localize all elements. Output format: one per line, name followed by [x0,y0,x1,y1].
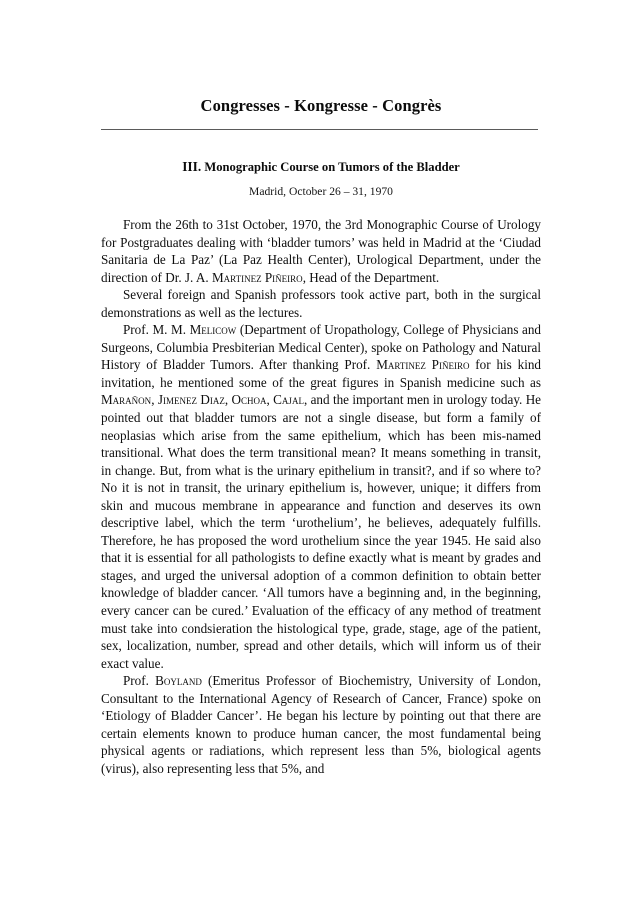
paragraph-4: Prof. Boyland (Emeritus Professor of Biochemistry, University of London, Consultant to the International Agency of Research of Cancer, France) spoke on ‘Etiology of Bladder Cancer’. He began his lecture by pointing out that there are certain elements known to produce human cancer, the most fundamental being physical agents or radiations, which represent less than 5%, biological agents (virus), also representing less that 5%, and [101,673,542,776]
running-head: Congresses - Kongresse - Congrès [200,96,442,115]
proper-name: Jimenez Diaz [157,392,225,408]
section-title-text: Monographic Course on Tumors of the Bladder [204,160,460,174]
section-subtitle: Madrid, October 26 – 31, 1970 [249,185,393,198]
proper-name: Ochoa [231,392,267,408]
section-title [101,159,541,175]
page-content-column [101,0,541,778]
proper-name: Marañon [101,392,152,408]
paragraph-1: From the 26th to 31st October, 1970, the 3rd Monographic Course of Urology for Postgraduates dealing with ‘bladder tumors’ was held in Madrid at the ‘Ciudad Sanitaria de La Paz’ (La Paz Health Center), Urological Department, under the direction of Dr. J. A. Martinez Piñeiro, Head of the Department. [101,217,541,285]
section-number: III. [182,159,202,174]
proper-name: Martinez Piñeiro [376,357,470,373]
article-body [101,216,541,778]
paragraph-3: Prof. M. M. Melicow (Department of Uropathology, College of Physicians and Surgeons, Columbia Presbiterian Medical Center), spoke on Pathology and Natural History of Bladder Tumors. After thanking Prof. Martinez Piñeiro for his kind invitation, he mentioned some of the great figures in Spanish medicine such as Marañon, Jimenez Diaz, Ochoa, Cajal, and the important men in urology today. He pointed out that bladder tumors are not a single disease, but form a family of neoplasias which arise from the same epithelium, which has been mis-named transitional. What does the term transitional mean? It means something in transit, in change. But, from what is the urinary epithelium in transit?, and if so where to? No it is not in transit, the urinary epithelium is, however, unique; it differs from skin and mucous membrane in appearance and function and deserves its own descriptive label, which the term ‘urothelium’, he believes, adequately fulfills. Therefore, he has proposed the word urothelium since the year 1945. He said also that it is essential for all pathologists to define exactly what is meant by grades and stages, and urged the universal adoption of a common definition to obtain better knowledge of bladder cancer. ‘All tumors have a beginning and, in the beginning, every cancer can be cured.’ Evaluation of the efficacy of any method of treatment must take into condsieration the histological type, grade, stage, age of the patient, sex, localization, number, spread and other details, which will inform us of their exact value. [101,322,542,671]
paragraph-2: Several foreign and Spanish professors took active part, both in the surgical demonstrations as well as the lectures. [101,287,541,320]
proper-name: Cajal [273,392,304,408]
proper-name: Boyland [155,673,202,689]
proper-name: Melicow [189,322,237,338]
proper-name: Martinez Piñeiro [211,269,303,285]
header-divider-rule [101,129,538,130]
